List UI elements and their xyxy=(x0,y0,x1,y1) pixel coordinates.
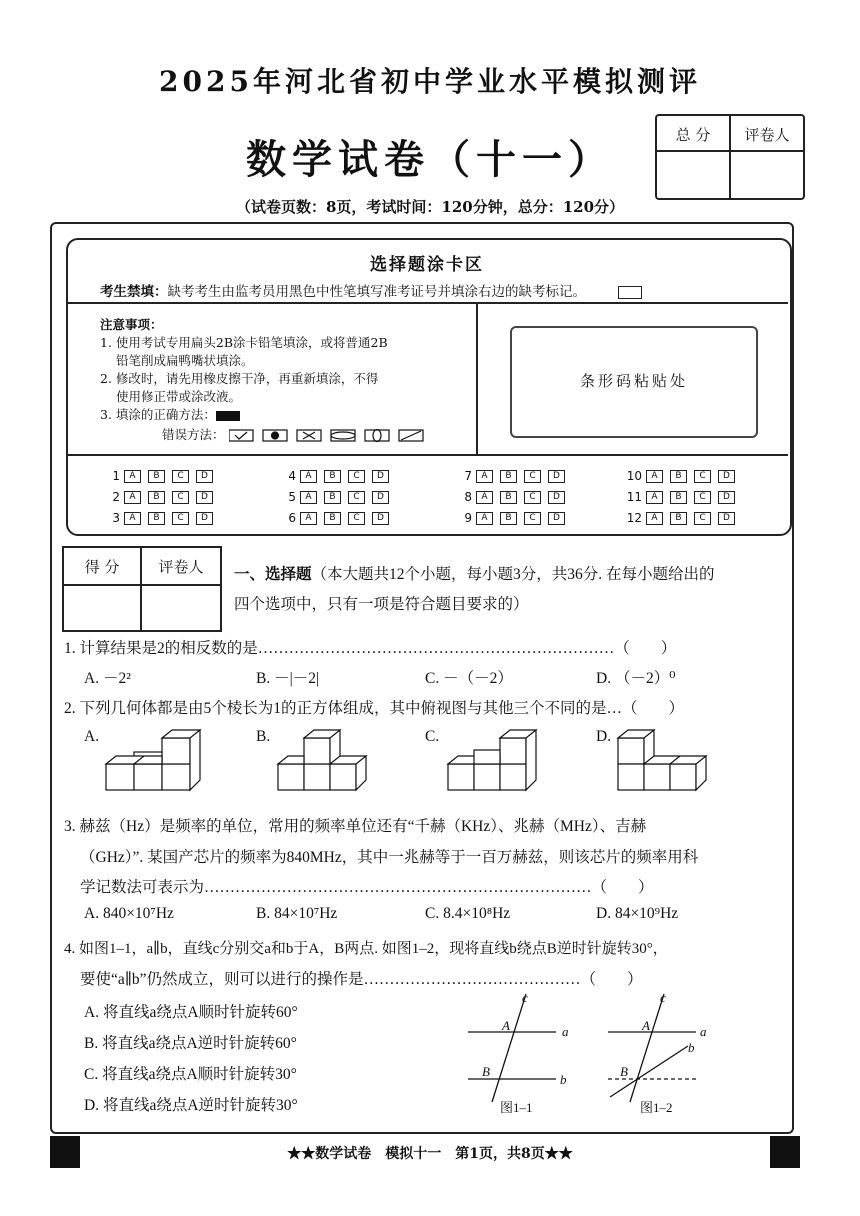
fig1-label-c: c xyxy=(522,990,528,1005)
bubble-1-B[interactable]: B xyxy=(148,470,165,483)
q1-option-b: B. －|－2| xyxy=(256,670,320,687)
exam-title: 2025年河北省初中学业水平模拟测评 xyxy=(159,65,701,98)
bubble-11-C[interactable]: C xyxy=(694,491,711,504)
question-number: 11 xyxy=(626,490,642,504)
bubble-8-A[interactable]: A xyxy=(476,491,493,504)
question-number: 6 xyxy=(288,511,296,525)
grader-label: 评卷人 xyxy=(744,126,790,144)
q3-line3: 学记数法可表示为…………………………………………………………………（ ） xyxy=(80,879,654,896)
absent-text: 缺考考生由监考员用黑色中性笔填写准考证号并填涂右边的缺考标记。 xyxy=(167,284,586,300)
bubble-7-B[interactable]: B xyxy=(500,470,517,483)
q1-option-a: A. －2² xyxy=(84,670,131,687)
bubble-4-D[interactable]: D xyxy=(372,470,389,483)
question-number: 5 xyxy=(288,490,296,504)
bubble-2-B[interactable]: B xyxy=(148,491,165,504)
q3-option-b: B. 84×10⁷Hz xyxy=(256,905,338,922)
bubble-1-C[interactable]: C xyxy=(172,470,189,483)
bubble-12-B[interactable]: B xyxy=(670,512,687,525)
bubble-12-C[interactable]: C xyxy=(694,512,711,525)
wrong-label: 错误方法： xyxy=(162,427,225,442)
bubble-10-A[interactable]: A xyxy=(646,470,663,483)
q3-line2: （GHz）”. 某国产芯片的频率为840MHz，其中一兆赫等于一百万赫兹，则该芯片的频率用科 xyxy=(80,849,699,866)
bubble-10-D[interactable]: D xyxy=(718,470,735,483)
q1-stem: 1. 计算结果是2的相反数的是……………………………………………………………（ ） xyxy=(64,640,677,657)
question-number: 9 xyxy=(464,511,472,525)
bubble-2-A[interactable]: A xyxy=(124,491,141,504)
wrong-fill-samples xyxy=(229,429,439,443)
q3-option-d: D. 84×10⁹Hz xyxy=(596,905,679,922)
q4-option-d: D. 将直线a绕点A逆时针旋转30° xyxy=(84,1097,298,1114)
fig2-label-A: A xyxy=(642,1018,650,1033)
question-number: 8 xyxy=(464,490,472,504)
q2-option-d: D. xyxy=(596,728,612,745)
q1-option-d: D. （－2）⁰ xyxy=(596,670,676,687)
q3-option-c: C. 8.4×10⁸Hz xyxy=(425,905,511,922)
question-number: 1 xyxy=(112,469,120,483)
bubble-10-B[interactable]: B xyxy=(670,470,687,483)
absent-notice xyxy=(100,280,642,300)
fig2-label-b: b xyxy=(688,1040,695,1055)
correct-fill-sample xyxy=(216,411,240,421)
note-2b: 使用修正带或涂改液。 xyxy=(116,389,242,404)
answer-row-7 xyxy=(456,469,572,483)
bubble-2-C[interactable]: C xyxy=(172,491,189,504)
bubble-9-B[interactable]: B xyxy=(500,512,517,525)
q3-line1: 3. 赫兹（Hz）是频率的单位，常用的频率单位还有“千赫（KHz）、兆赫（MHz）、吉赫 xyxy=(64,818,647,835)
card-divider-vertical xyxy=(476,302,478,454)
answer-row-8 xyxy=(456,490,572,504)
q2-solid-b xyxy=(272,722,372,794)
q4-option-a: A. 将直线a绕点A顺时针旋转60° xyxy=(84,1004,298,1021)
bubble-9-C[interactable]: C xyxy=(524,512,541,525)
fig2-label-a: a xyxy=(700,1024,707,1039)
fig1-label-B: B xyxy=(482,1064,490,1079)
note-3: 3. 填涂的正确方法： xyxy=(100,407,216,422)
q4-line2: 要使“a∥b”仍然成立，则可以进行的操作是……………………………………（ ） xyxy=(80,971,643,988)
bubble-11-D[interactable]: D xyxy=(718,491,735,504)
q1-option-c: C. －（－2） xyxy=(425,670,513,687)
bubble-8-D[interactable]: D xyxy=(548,491,565,504)
answer-row-9 xyxy=(456,511,572,525)
note-1a: 1. 使用考试专用扁头2B涂卡铅笔填涂，或将普通2B xyxy=(100,335,388,350)
bubble-7-A[interactable]: A xyxy=(476,470,493,483)
bubble-5-B[interactable]: B xyxy=(324,491,341,504)
page-footer: ★★数学试卷 模拟十一 第1页，共8页★★ xyxy=(287,1146,573,1162)
bubble-11-B[interactable]: B xyxy=(670,491,687,504)
bubble-1-D[interactable]: D xyxy=(196,470,213,483)
exam-info: （试卷页数：8页，考试时间：120分钟，总分：120分） xyxy=(235,198,625,216)
total-score-box xyxy=(655,114,805,200)
question-number: 10 xyxy=(626,469,642,483)
q2-solid-d xyxy=(612,722,712,794)
bubble-6-B[interactable]: B xyxy=(324,512,341,525)
bubble-1-A[interactable]: A xyxy=(124,470,141,483)
card-divider-top xyxy=(66,302,788,304)
bubble-12-D[interactable]: D xyxy=(718,512,735,525)
bubble-10-C[interactable]: C xyxy=(694,470,711,483)
q3-option-a: A. 840×10⁷Hz xyxy=(84,905,174,922)
fig2-label-B: B xyxy=(620,1064,628,1079)
bubble-3-D[interactable]: D xyxy=(196,512,213,525)
notes-title: 注意事项： xyxy=(100,317,163,332)
fig2-label-c: c xyxy=(660,990,666,1005)
barcode-area xyxy=(510,326,758,438)
bubble-4-C[interactable]: C xyxy=(348,470,365,483)
answer-row-1 xyxy=(104,469,220,483)
q2-option-b: B. xyxy=(256,728,271,745)
bubble-6-C[interactable]: C xyxy=(348,512,365,525)
bubble-3-B[interactable]: B xyxy=(148,512,165,525)
question-number: 2 xyxy=(112,490,120,504)
fig1-label-a: a xyxy=(562,1024,569,1039)
answer-row-5 xyxy=(280,490,396,504)
note-2a: 2. 修改时，请先用橡皮擦干净，再重新填涂，不得 xyxy=(100,371,379,386)
barcode-label: 条形码粘贴处 xyxy=(579,372,688,390)
answer-row-10 xyxy=(626,469,742,483)
section-grader-label: 评卷人 xyxy=(158,558,204,576)
q2-stem: 2. 下列几何体都是由5个棱长为1的正方体组成，其中俯视图与其他三个不同的是…（ ） xyxy=(64,700,685,717)
section-desc1: （本大题共12个小题，每小题3分，共36分. 在每小题给出的 xyxy=(311,566,715,583)
bubble-6-D[interactable]: D xyxy=(372,512,389,525)
q2-option-a: A. xyxy=(84,728,100,745)
question-number: 3 xyxy=(112,511,120,525)
question-number: 7 xyxy=(464,469,472,483)
bubble-12-A[interactable]: A xyxy=(646,512,663,525)
total-score-label: 总 分 xyxy=(675,126,711,144)
bubble-9-A[interactable]: A xyxy=(476,512,493,525)
bubble-7-D[interactable]: D xyxy=(548,470,565,483)
bubble-8-B[interactable]: B xyxy=(500,491,517,504)
bubble-5-A[interactable]: A xyxy=(300,491,317,504)
note-1b: 铅笔削成扁鸭嘴状填涂。 xyxy=(116,353,254,368)
absent-mark-box[interactable] xyxy=(618,286,642,299)
notes-block xyxy=(100,316,460,444)
bubble-3-C[interactable]: C xyxy=(172,512,189,525)
answer-row-3 xyxy=(104,511,220,525)
section-heading: 一、选择题 xyxy=(234,566,312,583)
bubble-3-A[interactable]: A xyxy=(124,512,141,525)
section-score-box xyxy=(62,546,222,632)
bubble-5-C[interactable]: C xyxy=(348,491,365,504)
q2-solid-a xyxy=(100,722,210,794)
bubble-9-D[interactable]: D xyxy=(548,512,565,525)
q4-option-c: C. 将直线a绕点A顺时针旋转30° xyxy=(84,1066,297,1083)
answer-row-2 xyxy=(104,490,220,504)
answer-row-11 xyxy=(626,490,742,504)
answer-row-12 xyxy=(626,511,742,525)
fig1-caption: 图1–1 xyxy=(500,1100,533,1115)
absent-label: 考生禁填： xyxy=(100,284,168,300)
answer-row-4 xyxy=(280,469,396,483)
fig1-label-A: A xyxy=(502,1018,510,1033)
card-divider-bottom xyxy=(66,454,788,456)
bubble-6-A[interactable]: A xyxy=(300,512,317,525)
bubble-4-B[interactable]: B xyxy=(324,470,341,483)
bubble-7-C[interactable]: C xyxy=(524,470,541,483)
question-number: 12 xyxy=(626,511,642,525)
paper-title: 数学试卷（十一） xyxy=(246,136,614,183)
section-desc2: 四个选项中，只有一项是符合题目要求的） xyxy=(234,596,529,613)
bubble-2-D[interactable]: D xyxy=(196,491,213,504)
section-score-label: 得 分 xyxy=(84,558,120,576)
q4-line1: 4. 如图1–1，a∥b，直线c分别交a和b于A，B两点. 如图1–2，现将直线b绕点B逆时针旋转30°， xyxy=(64,941,668,957)
question-number: 4 xyxy=(288,469,296,483)
answer-card-title: 选择题涂卡区 xyxy=(370,255,484,275)
bubble-11-A[interactable]: A xyxy=(646,491,663,504)
q2-solid-c xyxy=(442,722,552,794)
bubble-4-A[interactable]: A xyxy=(300,470,317,483)
q2-option-c: C. xyxy=(425,728,440,745)
fig1-label-b: b xyxy=(560,1072,567,1087)
q4-option-b: B. 将直线a绕点A逆时针旋转60° xyxy=(84,1035,297,1052)
answer-row-6 xyxy=(280,511,396,525)
section-heading-line1 xyxy=(234,562,715,584)
bubble-5-D[interactable]: D xyxy=(372,491,389,504)
q4-figures xyxy=(460,990,780,1120)
bubble-8-C[interactable]: C xyxy=(524,491,541,504)
fig2-caption: 图1–2 xyxy=(640,1100,673,1115)
